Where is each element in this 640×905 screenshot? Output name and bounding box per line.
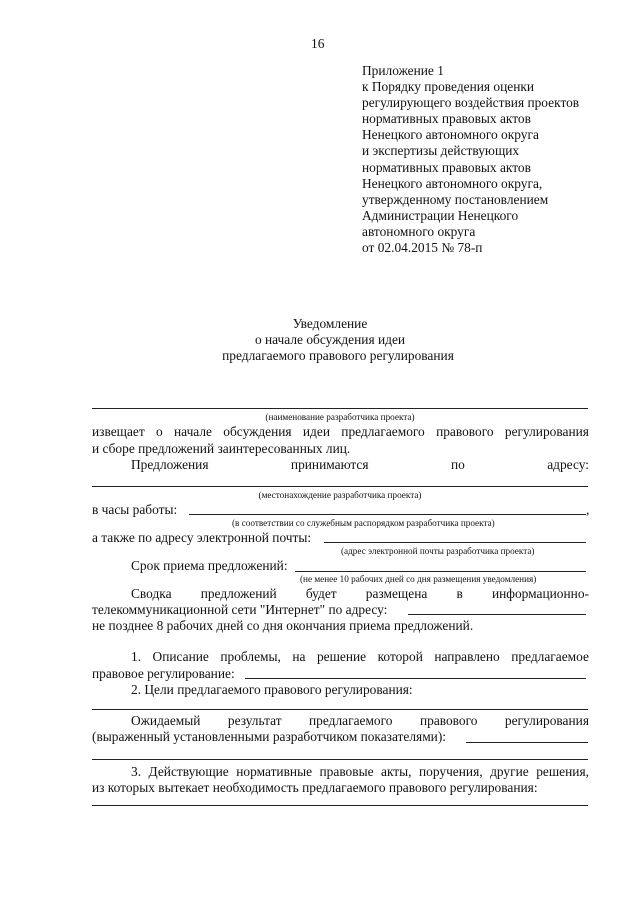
section-1-line-2: правовое регулирование: — [92, 666, 235, 681]
section-3-line-1: 3. Действующие нормативные правовые акты, поручения, другие решения, — [131, 764, 589, 779]
expected-blank-1 — [466, 742, 588, 743]
developer-caption: (наименование разработчика проекта) — [265, 412, 415, 422]
appendix-line: нормативных правовых актов — [362, 159, 531, 175]
proposals-line: Предложения принимаются по адресу: — [131, 457, 589, 472]
section-2-heading: 2. Цели предлагаемого правового регулирования: — [131, 682, 413, 697]
hours-caption: (в соответствии со служебным распорядком разработчика проекта) — [232, 518, 495, 528]
expected-blank-2 — [92, 759, 588, 760]
email-label: а также по адресу электронной почты: — [92, 530, 312, 545]
summary-line-2: телекоммуникационной сети "Интернет" по адресу: — [92, 602, 388, 617]
location-caption: (местонахождение разработчика проекта) — [258, 490, 422, 500]
page-number: 16 — [311, 36, 325, 51]
appendix-line: регулирующего воздействия проектов — [362, 95, 580, 111]
expected-line-2: (выраженный установленными разработчиком показателями): — [92, 729, 447, 744]
deadline-label: Срок приема предложений: — [131, 558, 288, 573]
summary-address-blank — [408, 614, 586, 615]
location-blank — [92, 486, 588, 487]
section-3-blank — [92, 805, 588, 806]
appendix-line: автономного округа — [362, 223, 476, 239]
appendix-line: Приложение 1 — [362, 63, 444, 78]
hours-comma: , — [586, 502, 590, 517]
deadline-blank — [295, 571, 586, 572]
appendix-line: Администрации Ненецкого — [362, 207, 519, 223]
developer-name-blank — [92, 408, 588, 409]
summary-line-1: Сводка предложений будет размещена в информационно- — [131, 586, 589, 601]
notice-title: Уведомление — [292, 316, 368, 331]
expected-line-1: Ожидаемый результат предлагаемого правового регулирования — [131, 713, 589, 728]
hours-blank — [189, 514, 586, 515]
appendix-line: Ненецкого автономного округа — [362, 127, 539, 143]
appendix-line: к Порядку проведения оценки — [362, 79, 535, 95]
appendix-line: нормативных правовых актов — [362, 111, 531, 127]
appendix-line: утвержденному постановлением — [362, 191, 549, 207]
appendix-line: и экспертизы действующих — [362, 143, 520, 159]
section-1-line-1: 1. Описание проблемы, на решение которой направлено предлагаемое — [131, 649, 589, 664]
notice-subtitle-1: о начале обсуждения идеи — [254, 332, 406, 347]
appendix-line: Ненецкого автономного округа, — [362, 175, 543, 191]
notice-subtitle-2: предлагаемого правового регулирования — [222, 348, 454, 363]
section-1-blank — [245, 678, 586, 679]
hours-label: в часы работы: — [92, 502, 178, 517]
appendix-line: от 02.04.2015 № 78-п — [362, 240, 483, 256]
section-3-line-2: из которых вытекает необходимость предлагаемого правового регулирования: — [92, 780, 538, 795]
email-caption: (адрес электронной почты разработчика проекта) — [341, 546, 535, 556]
notify-line-2: и сборе предложений заинтересованных лиц. — [92, 441, 351, 456]
section-2-blank — [92, 709, 588, 710]
notify-line-1: извещает о начале обсуждения идеи предлагаемого правового регулирования — [92, 424, 589, 439]
appendix-block — [362, 63, 579, 256]
email-blank — [324, 542, 586, 543]
deadline-caption: (не менее 10 рабочих дней со дня размещения уведомления) — [300, 574, 537, 584]
summary-line-3: не позднее 8 рабочих дней со дня окончания приема предложений. — [92, 618, 474, 633]
